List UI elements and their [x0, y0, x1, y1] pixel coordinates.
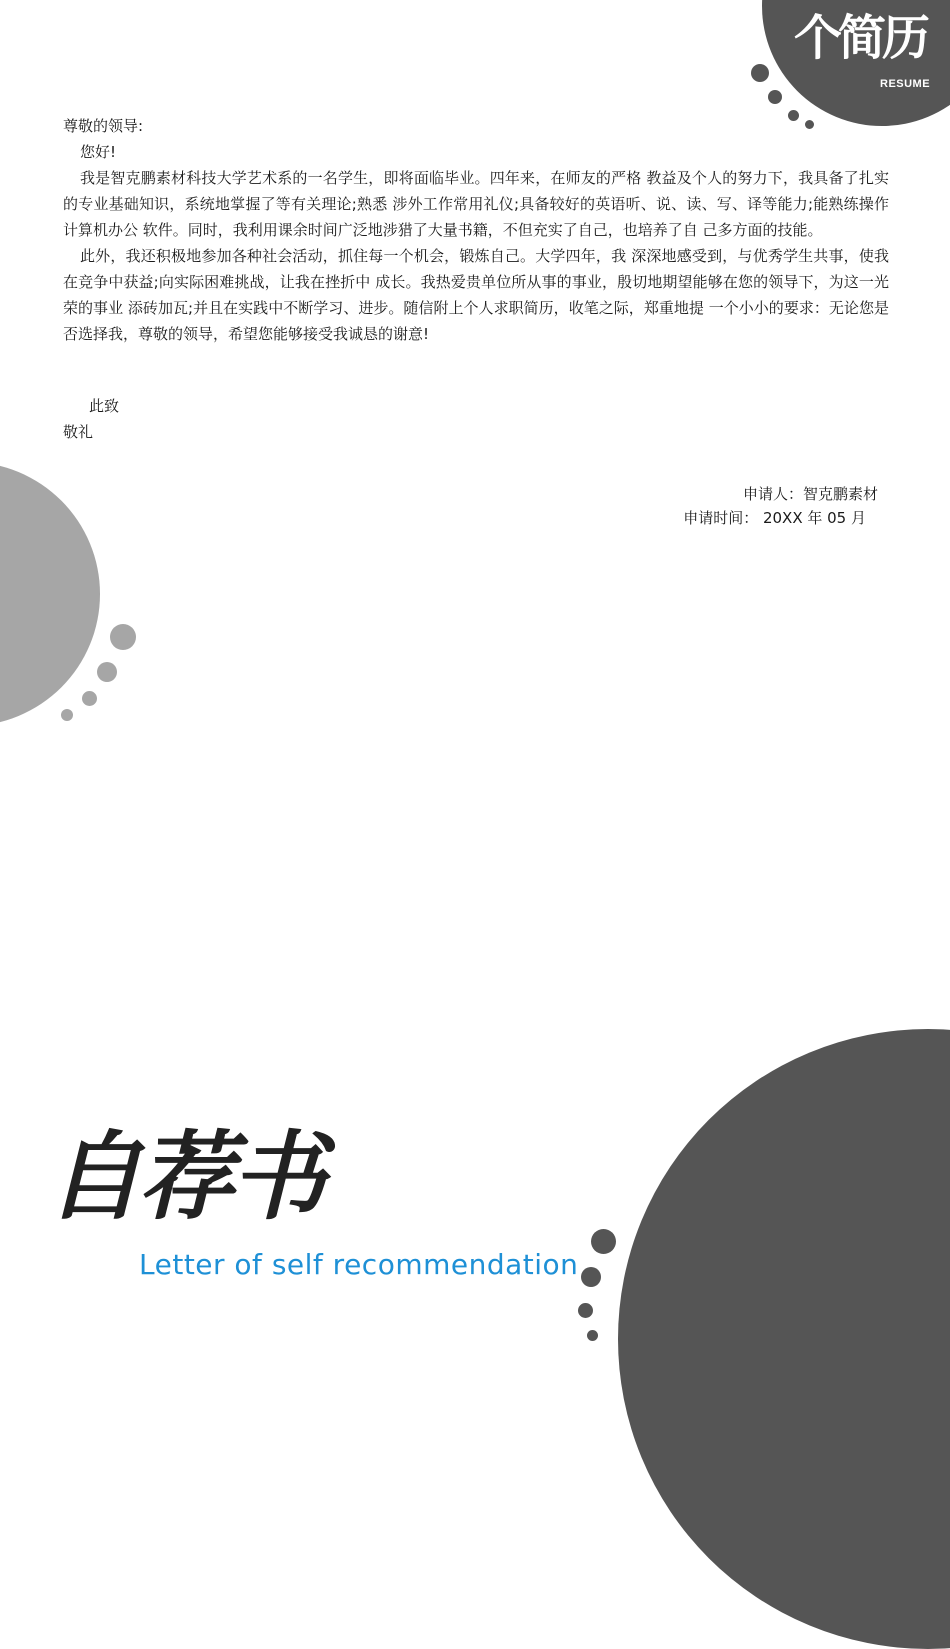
- paragraph-1: 我是智克鹏素材科技大学艺术系的一名学生，即将面临毕业。四年来，在师友的严格 教益及个人的努力下，我具备了扎实的专业基础知识，系统地掌握了等有关理论;熟悉 涉外工作常用礼仪;具备较好的英语听、说、读、写、译等能力;能熟练操作计算机办公 软件。同时，我利用课余时间广泛地涉猎了大量书籍，不但充实了自己，也培养了自 己多方面的技能。: [63, 169, 889, 239]
- title-chinese: 自荐书: [46, 1120, 322, 1233]
- closing-line-2: 敬礼: [63, 423, 94, 441]
- decor-dot: [587, 1330, 598, 1341]
- decor-dot: [110, 624, 136, 650]
- bottom-right-circle: [618, 1029, 950, 1649]
- paragraph-2: 此外，我还积极地参加各种社会活动，抓住每一个机会，锻炼自己。大学四年，我 深深地感受到，与优秀学生共事，使我在竞争中获益;向实际困难挑战，让我在挫折中 成长。我热爱贵单位所从事的事业，殷切地期望能够在您的领导下，为这一光荣的事业 添砖加瓦;并且在实践中不断学习、进步。随信附上个人求职简历，收笔之际，郑重地提 一个小小的要求：无论您是否选择我，尊敬的领导，希望您能够接受我诚恳的谢意!: [63, 247, 889, 343]
- left-circle: [0, 462, 100, 726]
- applicant-name: 申请人：智克鹏素材: [742, 485, 878, 503]
- application-date: 申请时间： 20XX 年 05 月: [683, 509, 866, 527]
- decor-dot: [578, 1303, 593, 1318]
- decor-dot: [768, 90, 782, 104]
- letter-body: [63, 113, 889, 347]
- decor-dot: [61, 709, 73, 721]
- signature-block: [683, 482, 878, 530]
- decor-dot: [751, 64, 769, 82]
- decor-dot: [581, 1267, 601, 1287]
- title-english: Letter of self recommendation: [139, 1248, 579, 1281]
- logo: [790, 10, 940, 98]
- decor-dot: [591, 1229, 616, 1254]
- decor-dot: [82, 691, 97, 706]
- greeting: 您好!: [80, 143, 117, 161]
- closing: [63, 393, 119, 445]
- decor-dot: [97, 662, 117, 682]
- logo-main-text: 个简历: [794, 10, 927, 66]
- closing-line-1: 此致: [89, 397, 120, 415]
- logo-sub-text: RESUME: [880, 78, 931, 90]
- salutation: 尊敬的领导:: [63, 117, 144, 135]
